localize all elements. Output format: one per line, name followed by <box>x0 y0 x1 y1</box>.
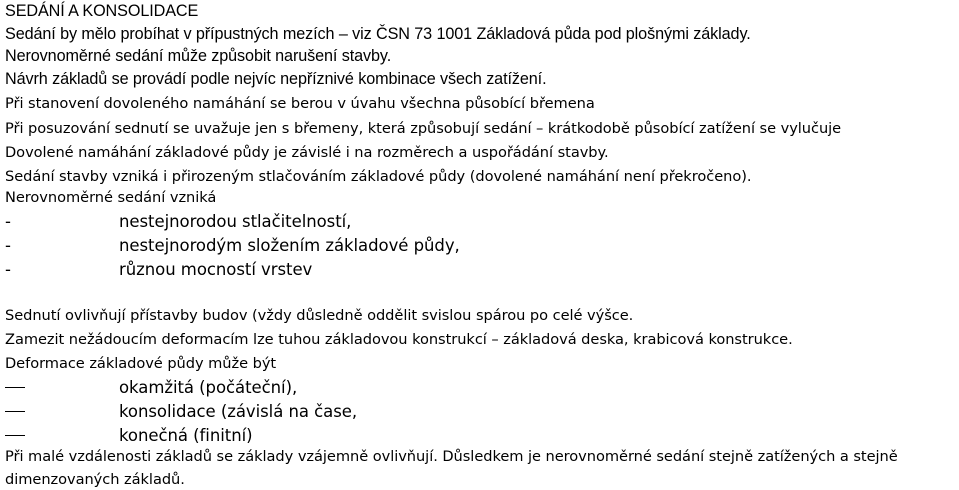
dash-icon <box>5 378 25 398</box>
body-line: Dovolené namáhání základové půdy je závislé i na rozměrech a uspořádání stavby. <box>5 144 609 161</box>
body-line: Deformace základové půdy může být <box>5 355 277 372</box>
list-item: nestejnorodou stlačitelností, <box>119 212 352 231</box>
intro-line: Sedání by mělo probíhat v přípustných mezích – viz ČSN 73 1001 Základová půda pod plošnými základy. <box>5 25 751 43</box>
body-line: Zamezit nežádoucím deformacím lze tuhou základovou konstrukcí – základová deska, krabicová konstrukce. <box>5 331 793 348</box>
body-line: Při stanovení dovoleného namáhání se berou v úvahu všechna působící břemena <box>5 95 595 112</box>
list-marker: - <box>5 260 11 279</box>
list-item: různou mocností vrstev <box>119 260 313 279</box>
dash-icon <box>5 402 25 422</box>
list-item: okamžitá (počáteční), <box>119 378 298 397</box>
body-line: Při posuzování sednutí se uvažuje jen s břemeny, která způsobují sedání – krátkodobě působící zatížení se vylučuje <box>5 120 842 137</box>
list-item: konečná (finitní) <box>119 426 253 445</box>
body-line: Při malé vzdálenosti základů se základy vzájemně ovlivňují. Důsledkem je nerovnoměrné sedání stejně zatížených a stejně <box>5 448 898 465</box>
list-marker: - <box>5 236 11 255</box>
body-line: dimenzovaných základů. <box>5 471 185 488</box>
list-item: nestejnorodým složením základové půdy, <box>119 236 460 255</box>
document-title: SEDÁNÍ A KONSOLIDACE <box>5 2 199 20</box>
body-line: Nerovnoměrné sedání vzniká <box>5 189 217 206</box>
body-line: Sedání stavby vzniká i přirozeným stlačováním základové půdy (dovolené namáhání není překročeno). <box>5 168 752 185</box>
body-line: Sednutí ovlivňují přístavby budov (vždy důsledně oddělit svislou spárou po celé výšce. <box>5 307 634 324</box>
list-marker: - <box>5 212 11 231</box>
list-item: konsolidace (závislá na čase, <box>119 402 358 421</box>
intro-line: Nerovnoměrné sedání může způsobit narušení stavby. <box>5 47 392 65</box>
dash-icon <box>5 426 25 446</box>
intro-line: Návrh základů se provádí podle nejvíc nepříznivé kombinace všech zatížení. <box>5 70 547 88</box>
